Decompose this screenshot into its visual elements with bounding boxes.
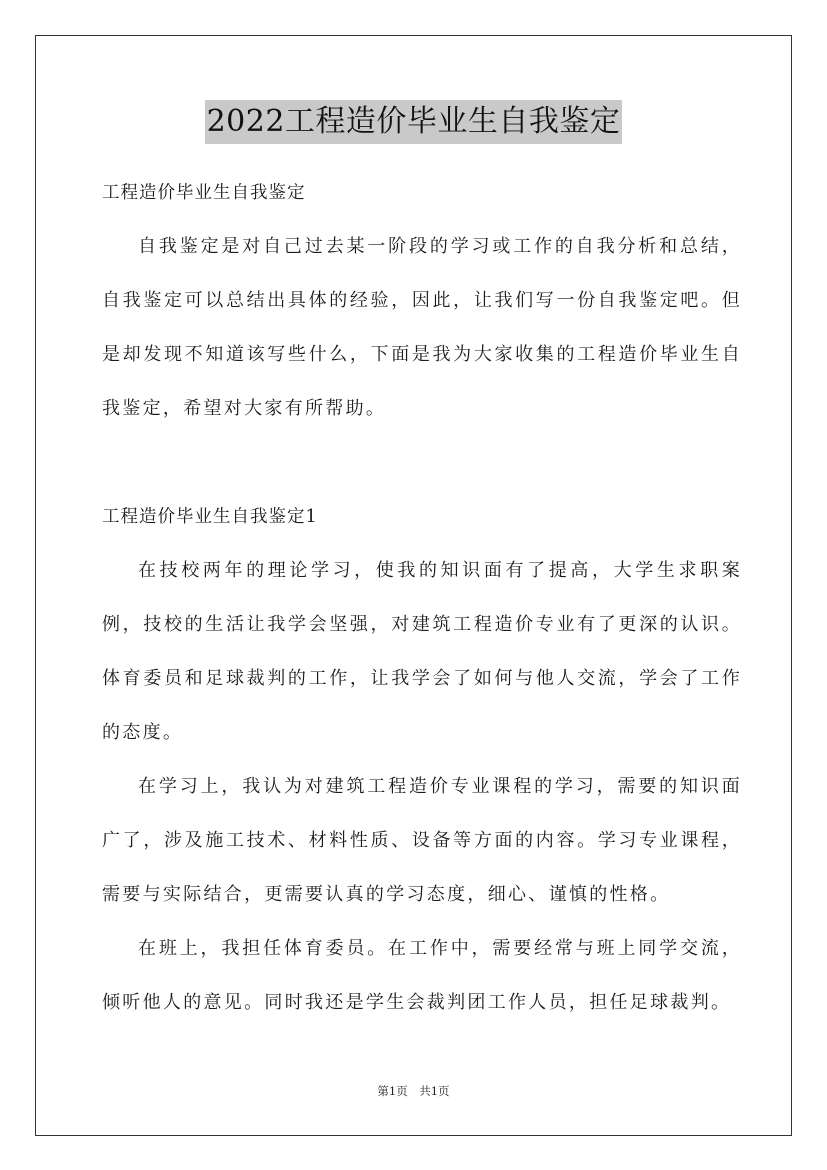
section-gap <box>102 436 742 490</box>
page-footer <box>0 1083 827 1099</box>
intro-heading: 工程造价毕业生自我鉴定 <box>102 183 306 203</box>
body-paragraph-1: 在技校两年的理论学习，使我的知识面有了提高，大学生求职案例，技校的生活让我学会坚强，对建筑工程造价专业有了更深的认识。体育委员和足球裁判的工作，让我学会了如何与他人交流，学会了工作的态度。 <box>102 560 742 743</box>
section-heading: 工程造价毕业生自我鉴定1 <box>102 507 318 527</box>
body-paragraph-2: 在学习上，我认为对建筑工程造价专业课程的学习，需要的知识面广了，涉及施工技术、材料性质、设备等方面的内容。学习专业课程，需要与实际结合，更需要认真的学习态度，细心、谨慎的性格。 <box>102 776 742 905</box>
body-paragraph-3: 在班上，我担任体育委员。在工作中，需要经常与班上同学交流，倾听他人的意见。同时我还是学生会裁判团工作人员，担任足球裁判。 <box>102 938 742 1013</box>
title-container <box>0 100 827 144</box>
page-number-label: 第1页 共1页 <box>377 1084 450 1098</box>
document-body <box>102 166 742 1030</box>
document-title: 2022工程造价毕业生自我鉴定 <box>205 100 623 144</box>
intro-paragraph: 自我鉴定是对自己过去某一阶段的学习或工作的自我分析和总结，自我鉴定可以总结出具体的经验，因此，让我们写一份自我鉴定吧。但是却发现不知道该写些什么，下面是我为大家收集的工程造价毕业生自我鉴定，希望对大家有所帮助。 <box>102 236 742 419</box>
